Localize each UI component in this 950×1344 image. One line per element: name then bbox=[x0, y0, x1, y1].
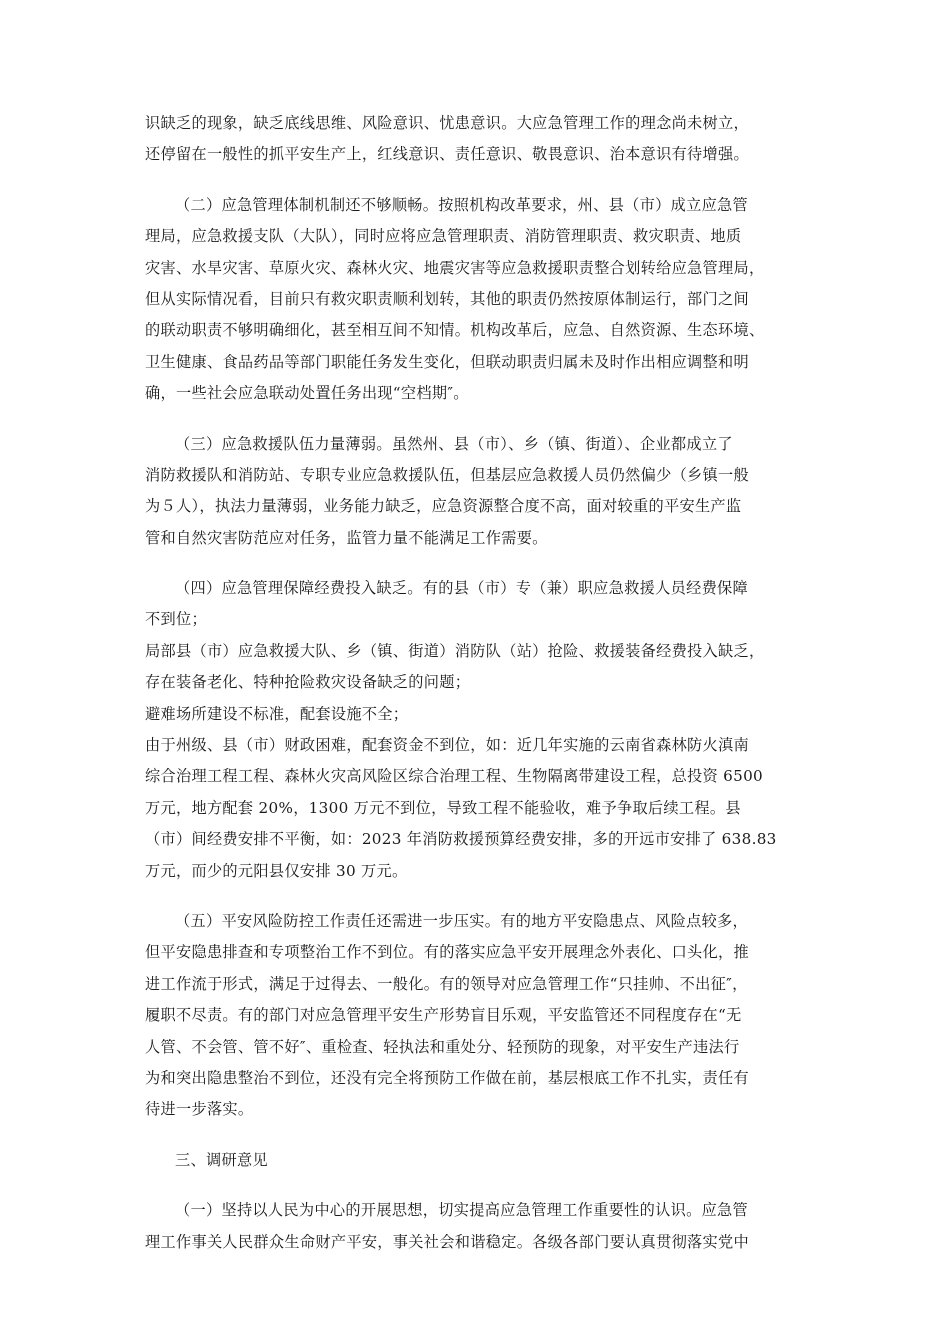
text-line: 的联动职责不够明确细化，甚至相互间不知情。机构改革后，应急、自然资源、生态环境、 bbox=[145, 321, 765, 340]
text-line: 但平安隐患排查和专项整治工作不到位。有的落实应急平安开展理念外表化、口头化，推 bbox=[145, 943, 750, 962]
text-line: 局部县（市）应急救援大队、乡（镇、街道）消防队（站）抢险、救援装备经费投入缺乏， bbox=[145, 641, 765, 660]
document-page bbox=[145, 108, 815, 1277]
text-line: 理工作事关人民群众生命财产平安，事关社会和谐稳定。各级各部门要认真贯彻落实党中 bbox=[145, 1232, 750, 1251]
text-line: 由于州级、县（市）财政困难，配套资金不到位，如：近几年实施的云南省森林防火滇南 bbox=[145, 736, 750, 755]
paragraph-1 bbox=[145, 108, 815, 171]
text-line: 卫生健康、食品药品等部门职能任务发生变化，但联动职责归属未及时作出相应调整和明 bbox=[145, 352, 750, 371]
text-line: 万元，地方配套 20%，1300 万元不到位，导致工程不能验收，难予争取后续工程。县 bbox=[145, 798, 741, 817]
text-line: 避难场所建设不标准，配套设施不全； bbox=[145, 704, 409, 723]
text-line: 但从实际情况看，目前只有救灾职责顺利划转，其他的职责仍然按原体制运行，部门之间 bbox=[145, 289, 750, 308]
text-line: 为５人），执法力量薄弱，业务能力缺乏，应急资源整合度不高，面对较重的平安生产监 bbox=[145, 497, 742, 516]
paragraph-6 bbox=[145, 1195, 815, 1258]
text-line: （五）平安风险防控工作责任还需进一步压实。有的地方平安隐患点、风险点较多， bbox=[175, 911, 749, 930]
paragraph-4 bbox=[145, 573, 815, 887]
text-line: 管和自然灾害防范应对任务，监管力量不能满足工作需要。 bbox=[145, 528, 548, 547]
text-line: 人管、不会管、管不好″、重检查、轻执法和重处分、轻预防的现象，对平安生产违法行 bbox=[145, 1037, 740, 1056]
text-line: 履职不尽责。有的部门对应急管理平安生产形势盲目乐观，平安监管还不同程度存在“无 bbox=[145, 1006, 742, 1025]
text-line: 灾害、水旱灾害、草原火灾、森林火灾、地震灾害等应急救援职责整合划转给应急管理局， bbox=[145, 258, 765, 277]
text-line: 消防救援队和消防站、专职专业应急救援队伍，但基层应急救援人员仍然偏少（乡镇一般 bbox=[145, 465, 750, 484]
text-line: 存在装备老化、特种抢险救灾设备缺乏的问题； bbox=[145, 673, 471, 692]
text-line: 待进一步落实。 bbox=[145, 1100, 254, 1119]
text-line: 不到位； bbox=[145, 610, 207, 629]
text-line: 还停留在一般性的抓平安生产上，红线意识、责任意识、敬畏意识、治本意识有待增强。 bbox=[145, 145, 750, 164]
text-line: （市）间经费安排不平衡，如：2023 年消防救援预算经费安排，多的开远市安排了 638.83 bbox=[145, 830, 777, 849]
text-line: 综合治理工程工程、森林火灾高风险区综合治理工程、生物隔离带建设工程，总投资 6500 bbox=[145, 767, 764, 786]
section-heading: 三、调研意见 bbox=[175, 1150, 268, 1169]
text-line: 识缺乏的现象，缺乏底线思维、风险意识、忧患意识。大应急管理工作的理念尚未树立， bbox=[145, 114, 750, 132]
text-line: 进工作流于形式，满足于过得去、一般化。有的领导对应急管理工作“只挂帅、不出征″， bbox=[145, 974, 748, 993]
text-line: （一）坚持以人民为中心的开展思想，切实提高应急管理工作重要性的认识。应急管 bbox=[175, 1201, 749, 1220]
text-line: 理局，应急救援支队（大队），同时应将应急管理职责、消防管理职责、救灾职责、地质 bbox=[145, 227, 742, 246]
text-line: 确，一些社会应急联动处置任务出现“空档期″。 bbox=[145, 384, 469, 403]
paragraph-3 bbox=[145, 429, 815, 555]
text-line: 为和突出隐患整治不到位，还没有完全将预防工作做在前，基层根底工作不扎实，责任有 bbox=[145, 1068, 750, 1087]
text-line: 万元，而少的元阳县仅安排 30 万元。 bbox=[145, 861, 408, 880]
text-line: （三）应急救援队伍力量薄弱。虽然州、县（市）、乡（镇、街道）、企业都成立了 bbox=[175, 434, 733, 453]
text-line: （二）应急管理体制机制还不够顺畅。按照机构改革要求，州、县（市）成立应急管 bbox=[175, 195, 749, 214]
text-line: （四）应急管理保障经费投入缺乏。有的县（市）专（兼）职应急救援人员经费保障 bbox=[175, 579, 749, 598]
paragraph-5 bbox=[145, 906, 815, 1126]
paragraph-2 bbox=[145, 190, 815, 410]
